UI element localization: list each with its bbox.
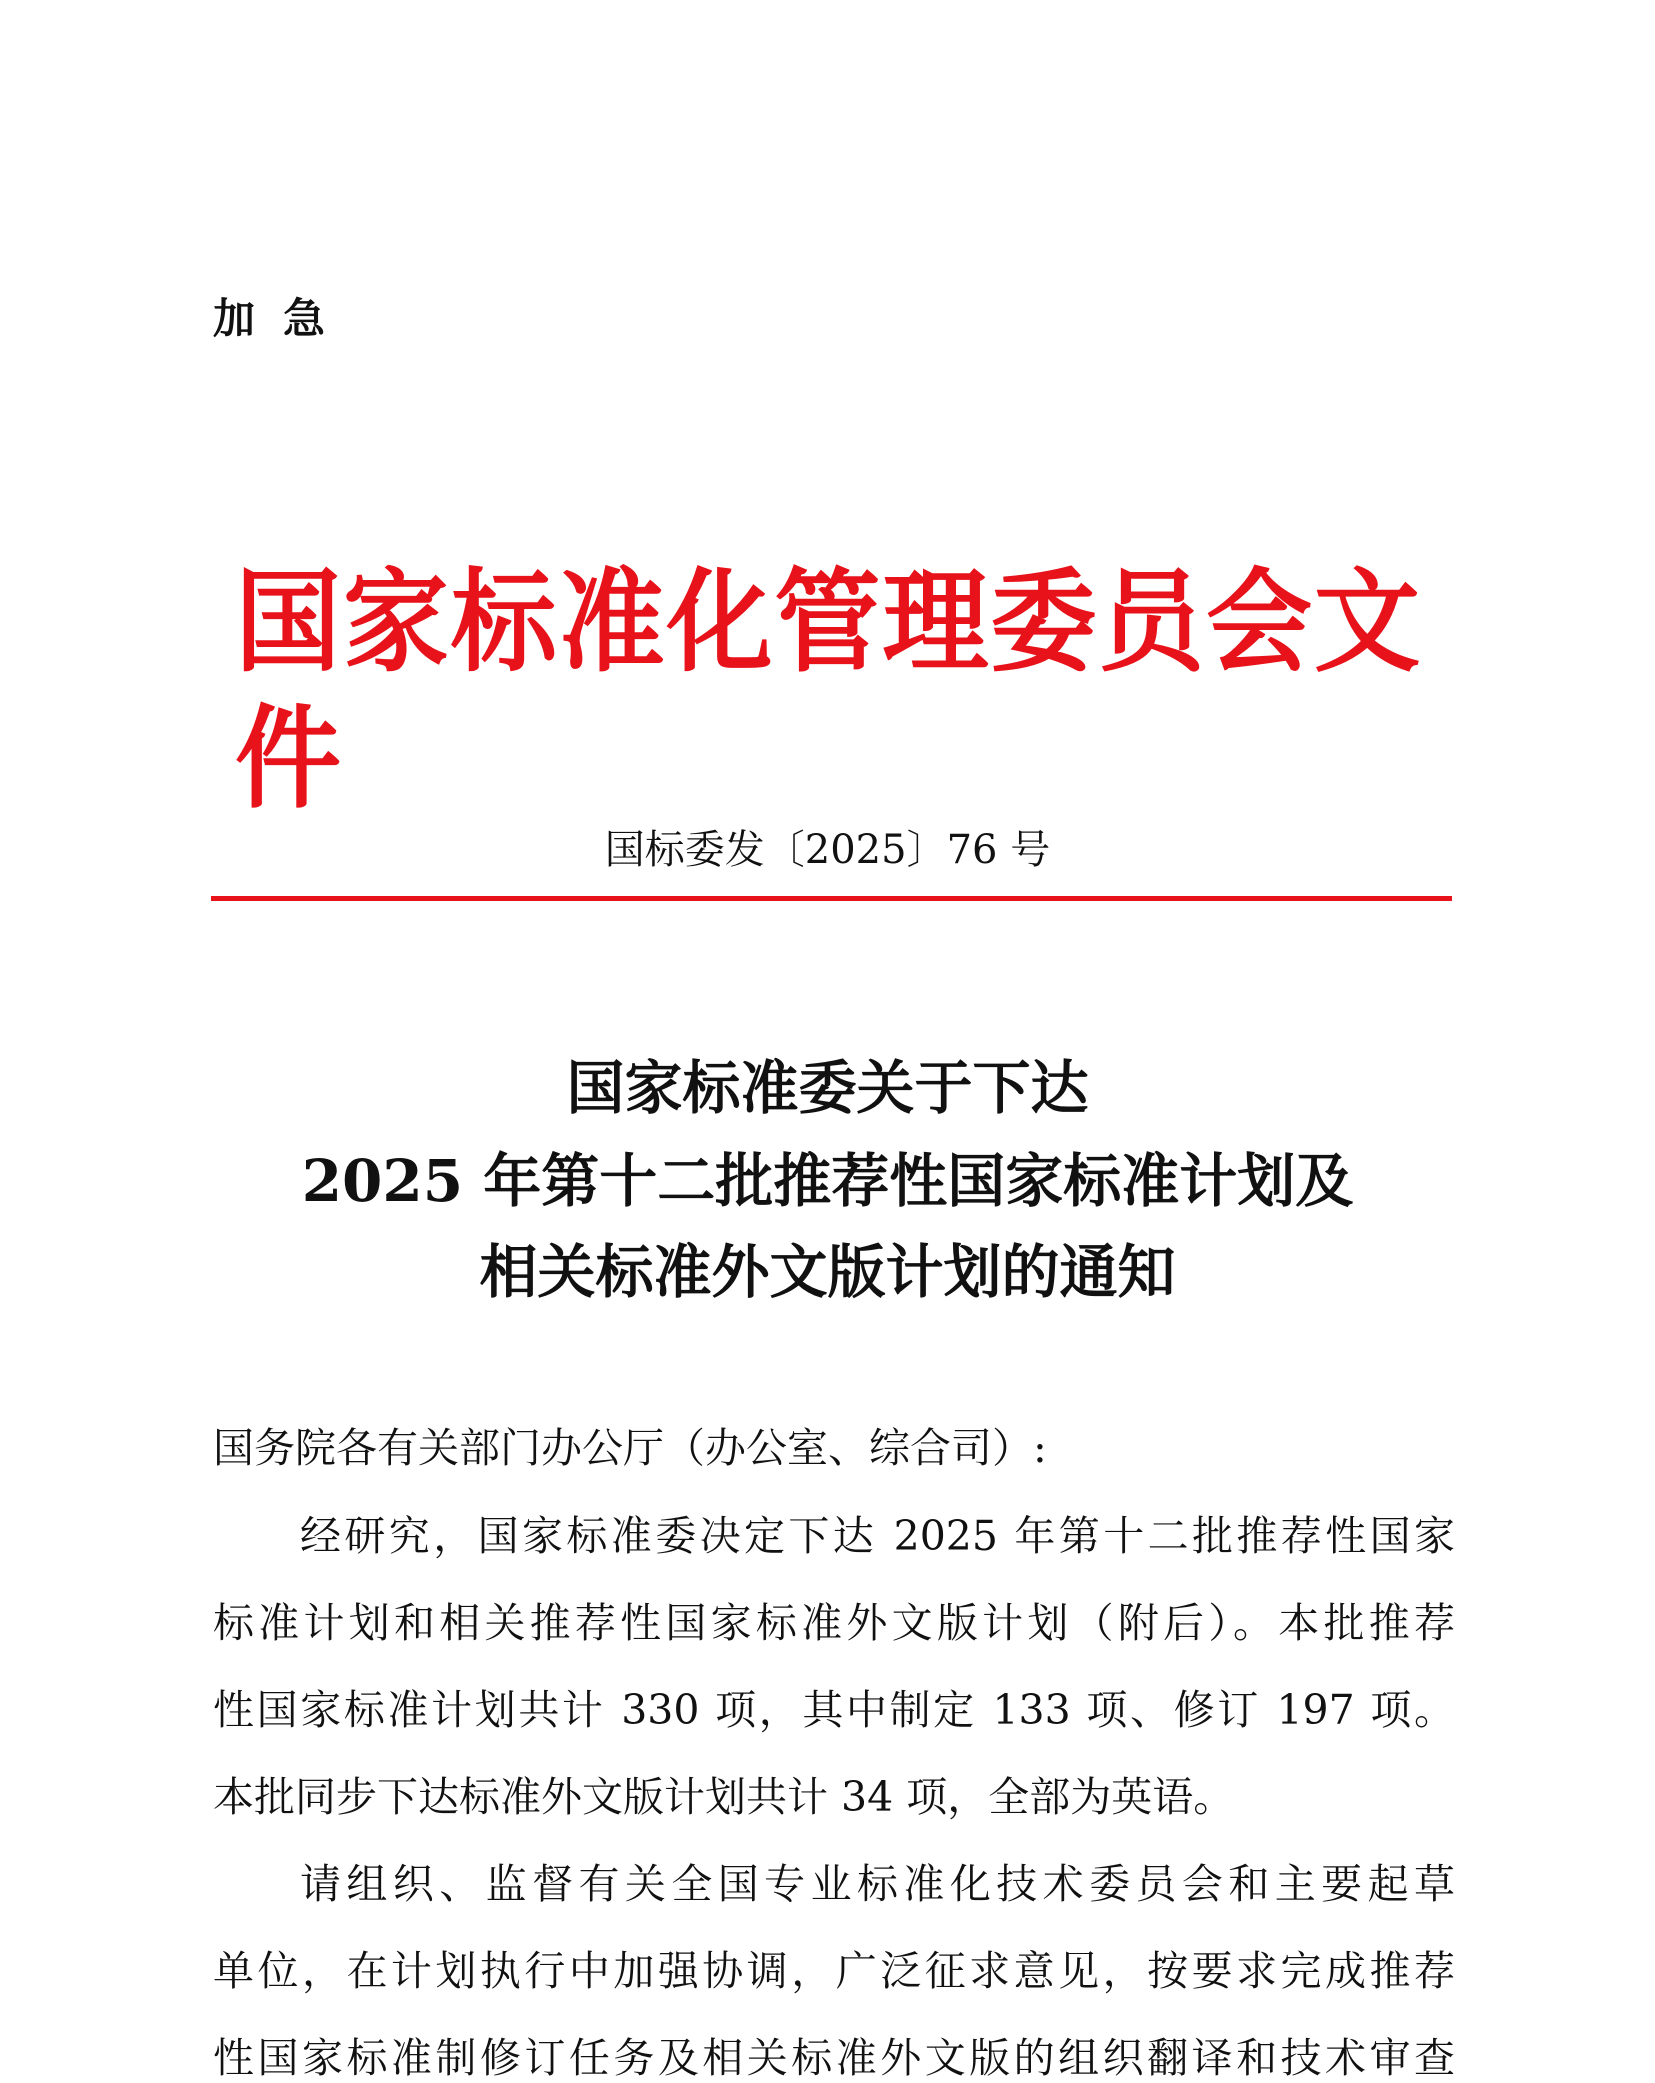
body-line: 请组织、监督有关全国专业标准化技术委员会和主要起草: [300, 1860, 1455, 1908]
red-divider: [211, 896, 1452, 901]
body-line: 性国家标准计划共计 330 项，其中制定 133 项、修订 197 项。: [213, 1686, 1455, 1734]
body-line: 本批同步下达标准外文版计划共计 34 项，全部为英语。: [213, 1773, 1235, 1821]
title-line-3: 相关标准外文版计划的通知: [479, 1238, 1176, 1306]
body-line: 标准计划和相关推荐性国家标准外文版计划（附后）。本批推荐: [213, 1599, 1455, 1647]
body-line: 性国家标准制修订任务及相关标准外文版的组织翻译和技术审查: [213, 2034, 1455, 2082]
title-line-2: 2025 年第十二批推荐性国家标准计划及: [301, 1147, 1354, 1215]
title-line-1: 国家标准委关于下达: [566, 1054, 1089, 1122]
urgency-label: 加急: [213, 294, 354, 343]
body-line: 单位，在计划执行中加强协调，广泛征求意见，按要求完成推荐: [213, 1947, 1455, 1995]
issuer-header: 国家标准化管理委员会文件: [235, 555, 1420, 824]
addressee: 国务院各有关部门办公厅（办公室、综合司）:: [213, 1424, 1047, 1472]
body-line: 经研究，国家标准委决定下达 2025 年第十二批推荐性国家: [300, 1512, 1455, 1560]
document-number: 国标委发〔2025〕76 号: [604, 827, 1051, 873]
